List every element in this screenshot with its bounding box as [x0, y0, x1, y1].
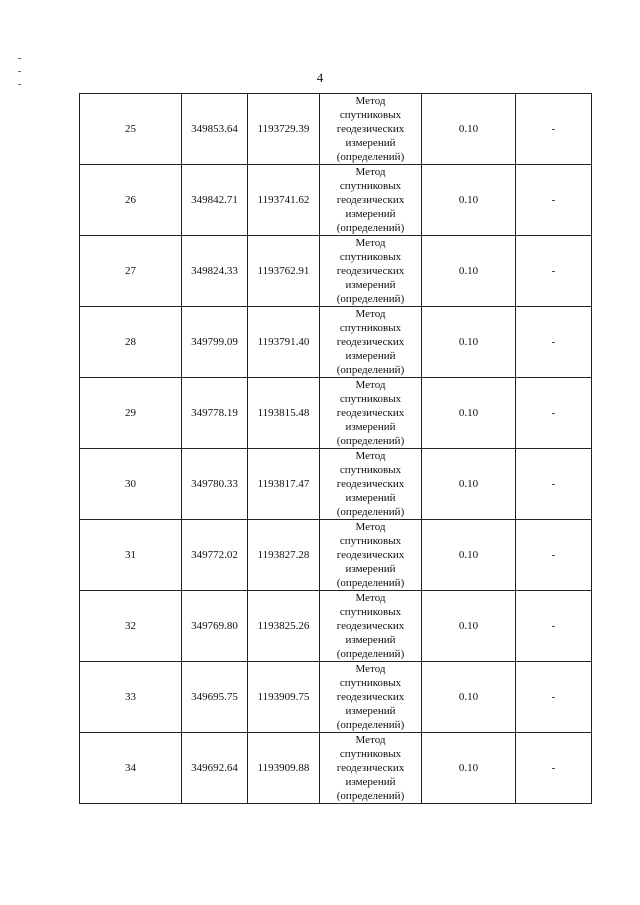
- method-cell: [320, 378, 422, 449]
- method-line: (определений): [336, 577, 405, 589]
- method-cell: [320, 449, 422, 520]
- method-line: измерений: [345, 492, 396, 504]
- method-line: Метод: [355, 237, 386, 249]
- table-row: [80, 378, 592, 449]
- method-line: спутниковых: [339, 606, 402, 618]
- method-cell: [320, 94, 422, 165]
- accuracy-cell: 0.10: [422, 449, 516, 520]
- x-coordinate-cell: 349778.19: [182, 378, 248, 449]
- accuracy-cell: 0.10: [422, 733, 516, 804]
- method-cell: [320, 307, 422, 378]
- x-coordinate-cell: 349842.71: [182, 165, 248, 236]
- method-line: геодезических: [336, 123, 405, 135]
- point-number-cell: 31: [80, 520, 182, 591]
- note-cell: -: [516, 591, 592, 662]
- point-number-cell: 27: [80, 236, 182, 307]
- note-cell: -: [516, 94, 592, 165]
- method-line: (определений): [336, 506, 405, 518]
- y-coordinate-cell: 1193827.28: [248, 520, 320, 591]
- table-row: [80, 94, 592, 165]
- note-cell: -: [516, 236, 592, 307]
- method-cell: [320, 236, 422, 307]
- method-line: Метод: [355, 166, 386, 178]
- method-line: спутниковых: [339, 393, 402, 405]
- method-cell: [320, 520, 422, 591]
- y-coordinate-cell: 1193741.62: [248, 165, 320, 236]
- method-line: измерений: [345, 421, 396, 433]
- method-cell: [320, 165, 422, 236]
- table-row: [80, 662, 592, 733]
- method-line: геодезических: [336, 762, 405, 774]
- note-cell: -: [516, 520, 592, 591]
- table-row: [80, 520, 592, 591]
- x-coordinate-cell: 349824.33: [182, 236, 248, 307]
- method-line: геодезических: [336, 549, 405, 561]
- method-line: спутниковых: [339, 109, 402, 121]
- method-line: измерений: [345, 279, 396, 291]
- point-number-cell: 28: [80, 307, 182, 378]
- method-line: (определений): [336, 435, 405, 447]
- coordinates-table: [79, 93, 592, 804]
- method-line: Метод: [355, 521, 386, 533]
- x-coordinate-cell: 349853.64: [182, 94, 248, 165]
- y-coordinate-cell: 1193729.39: [248, 94, 320, 165]
- accuracy-cell: 0.10: [422, 378, 516, 449]
- accuracy-cell: 0.10: [422, 236, 516, 307]
- method-line: геодезических: [336, 336, 405, 348]
- x-coordinate-cell: 349769.80: [182, 591, 248, 662]
- method-line: (определений): [336, 364, 405, 376]
- method-line: измерений: [345, 350, 396, 362]
- page-number: 4: [316, 70, 324, 85]
- x-coordinate-cell: 349772.02: [182, 520, 248, 591]
- method-line: спутниковых: [339, 322, 402, 334]
- x-coordinate-cell: 349695.75: [182, 662, 248, 733]
- point-number-cell: 30: [80, 449, 182, 520]
- note-cell: -: [516, 662, 592, 733]
- method-line: Метод: [355, 663, 386, 675]
- method-cell: [320, 591, 422, 662]
- method-line: измерений: [345, 776, 396, 788]
- table-row: [80, 591, 592, 662]
- method-line: спутниковых: [339, 251, 402, 263]
- point-number-cell: 32: [80, 591, 182, 662]
- accuracy-cell: 0.10: [422, 94, 516, 165]
- method-line: геодезических: [336, 620, 405, 632]
- y-coordinate-cell: 1193909.75: [248, 662, 320, 733]
- method-line: геодезических: [336, 691, 405, 703]
- method-line: Метод: [355, 592, 386, 604]
- accuracy-cell: 0.10: [422, 307, 516, 378]
- table-body: [80, 94, 592, 804]
- method-line: спутниковых: [339, 748, 402, 760]
- accuracy-cell: 0.10: [422, 520, 516, 591]
- accuracy-cell: 0.10: [422, 591, 516, 662]
- table-row: [80, 449, 592, 520]
- method-line: измерений: [345, 634, 396, 646]
- y-coordinate-cell: 1193817.47: [248, 449, 320, 520]
- point-number-cell: 25: [80, 94, 182, 165]
- y-coordinate-cell: 1193815.48: [248, 378, 320, 449]
- table-row: [80, 236, 592, 307]
- method-line: измерений: [345, 137, 396, 149]
- method-line: (определений): [336, 790, 405, 802]
- y-coordinate-cell: 1193791.40: [248, 307, 320, 378]
- accuracy-cell: 0.10: [422, 662, 516, 733]
- method-line: спутниковых: [339, 535, 402, 547]
- method-line: Метод: [355, 379, 386, 391]
- point-number-cell: 29: [80, 378, 182, 449]
- point-number-cell: 34: [80, 733, 182, 804]
- method-line: Метод: [355, 308, 386, 320]
- x-coordinate-cell: 349780.33: [182, 449, 248, 520]
- method-line: геодезических: [336, 265, 405, 277]
- y-coordinate-cell: 1193909.88: [248, 733, 320, 804]
- method-line: (определений): [336, 222, 405, 234]
- point-number-cell: 26: [80, 165, 182, 236]
- y-coordinate-cell: 1193762.91: [248, 236, 320, 307]
- method-line: Метод: [355, 734, 386, 746]
- note-cell: -: [516, 378, 592, 449]
- method-line: Метод: [355, 450, 386, 462]
- method-line: спутниковых: [339, 677, 402, 689]
- method-cell: [320, 662, 422, 733]
- method-line: геодезических: [336, 407, 405, 419]
- table-row: [80, 307, 592, 378]
- method-line: (определений): [336, 151, 405, 163]
- method-line: измерений: [345, 563, 396, 575]
- accuracy-cell: 0.10: [422, 165, 516, 236]
- table-row: [80, 165, 592, 236]
- point-number-cell: 33: [80, 662, 182, 733]
- x-coordinate-cell: 349799.09: [182, 307, 248, 378]
- note-cell: -: [516, 307, 592, 378]
- note-cell: -: [516, 449, 592, 520]
- method-line: спутниковых: [339, 180, 402, 192]
- method-line: измерений: [345, 208, 396, 220]
- method-line: геодезических: [336, 478, 405, 490]
- method-line: измерений: [345, 705, 396, 717]
- method-line: (определений): [336, 719, 405, 731]
- y-coordinate-cell: 1193825.26: [248, 591, 320, 662]
- method-line: геодезических: [336, 194, 405, 206]
- method-cell: [320, 733, 422, 804]
- x-coordinate-cell: 349692.64: [182, 733, 248, 804]
- table-row: [80, 733, 592, 804]
- method-line: Метод: [355, 95, 386, 107]
- method-line: (определений): [336, 293, 405, 305]
- method-line: (определений): [336, 648, 405, 660]
- note-cell: -: [516, 733, 592, 804]
- note-cell: -: [516, 165, 592, 236]
- method-line: спутниковых: [339, 464, 402, 476]
